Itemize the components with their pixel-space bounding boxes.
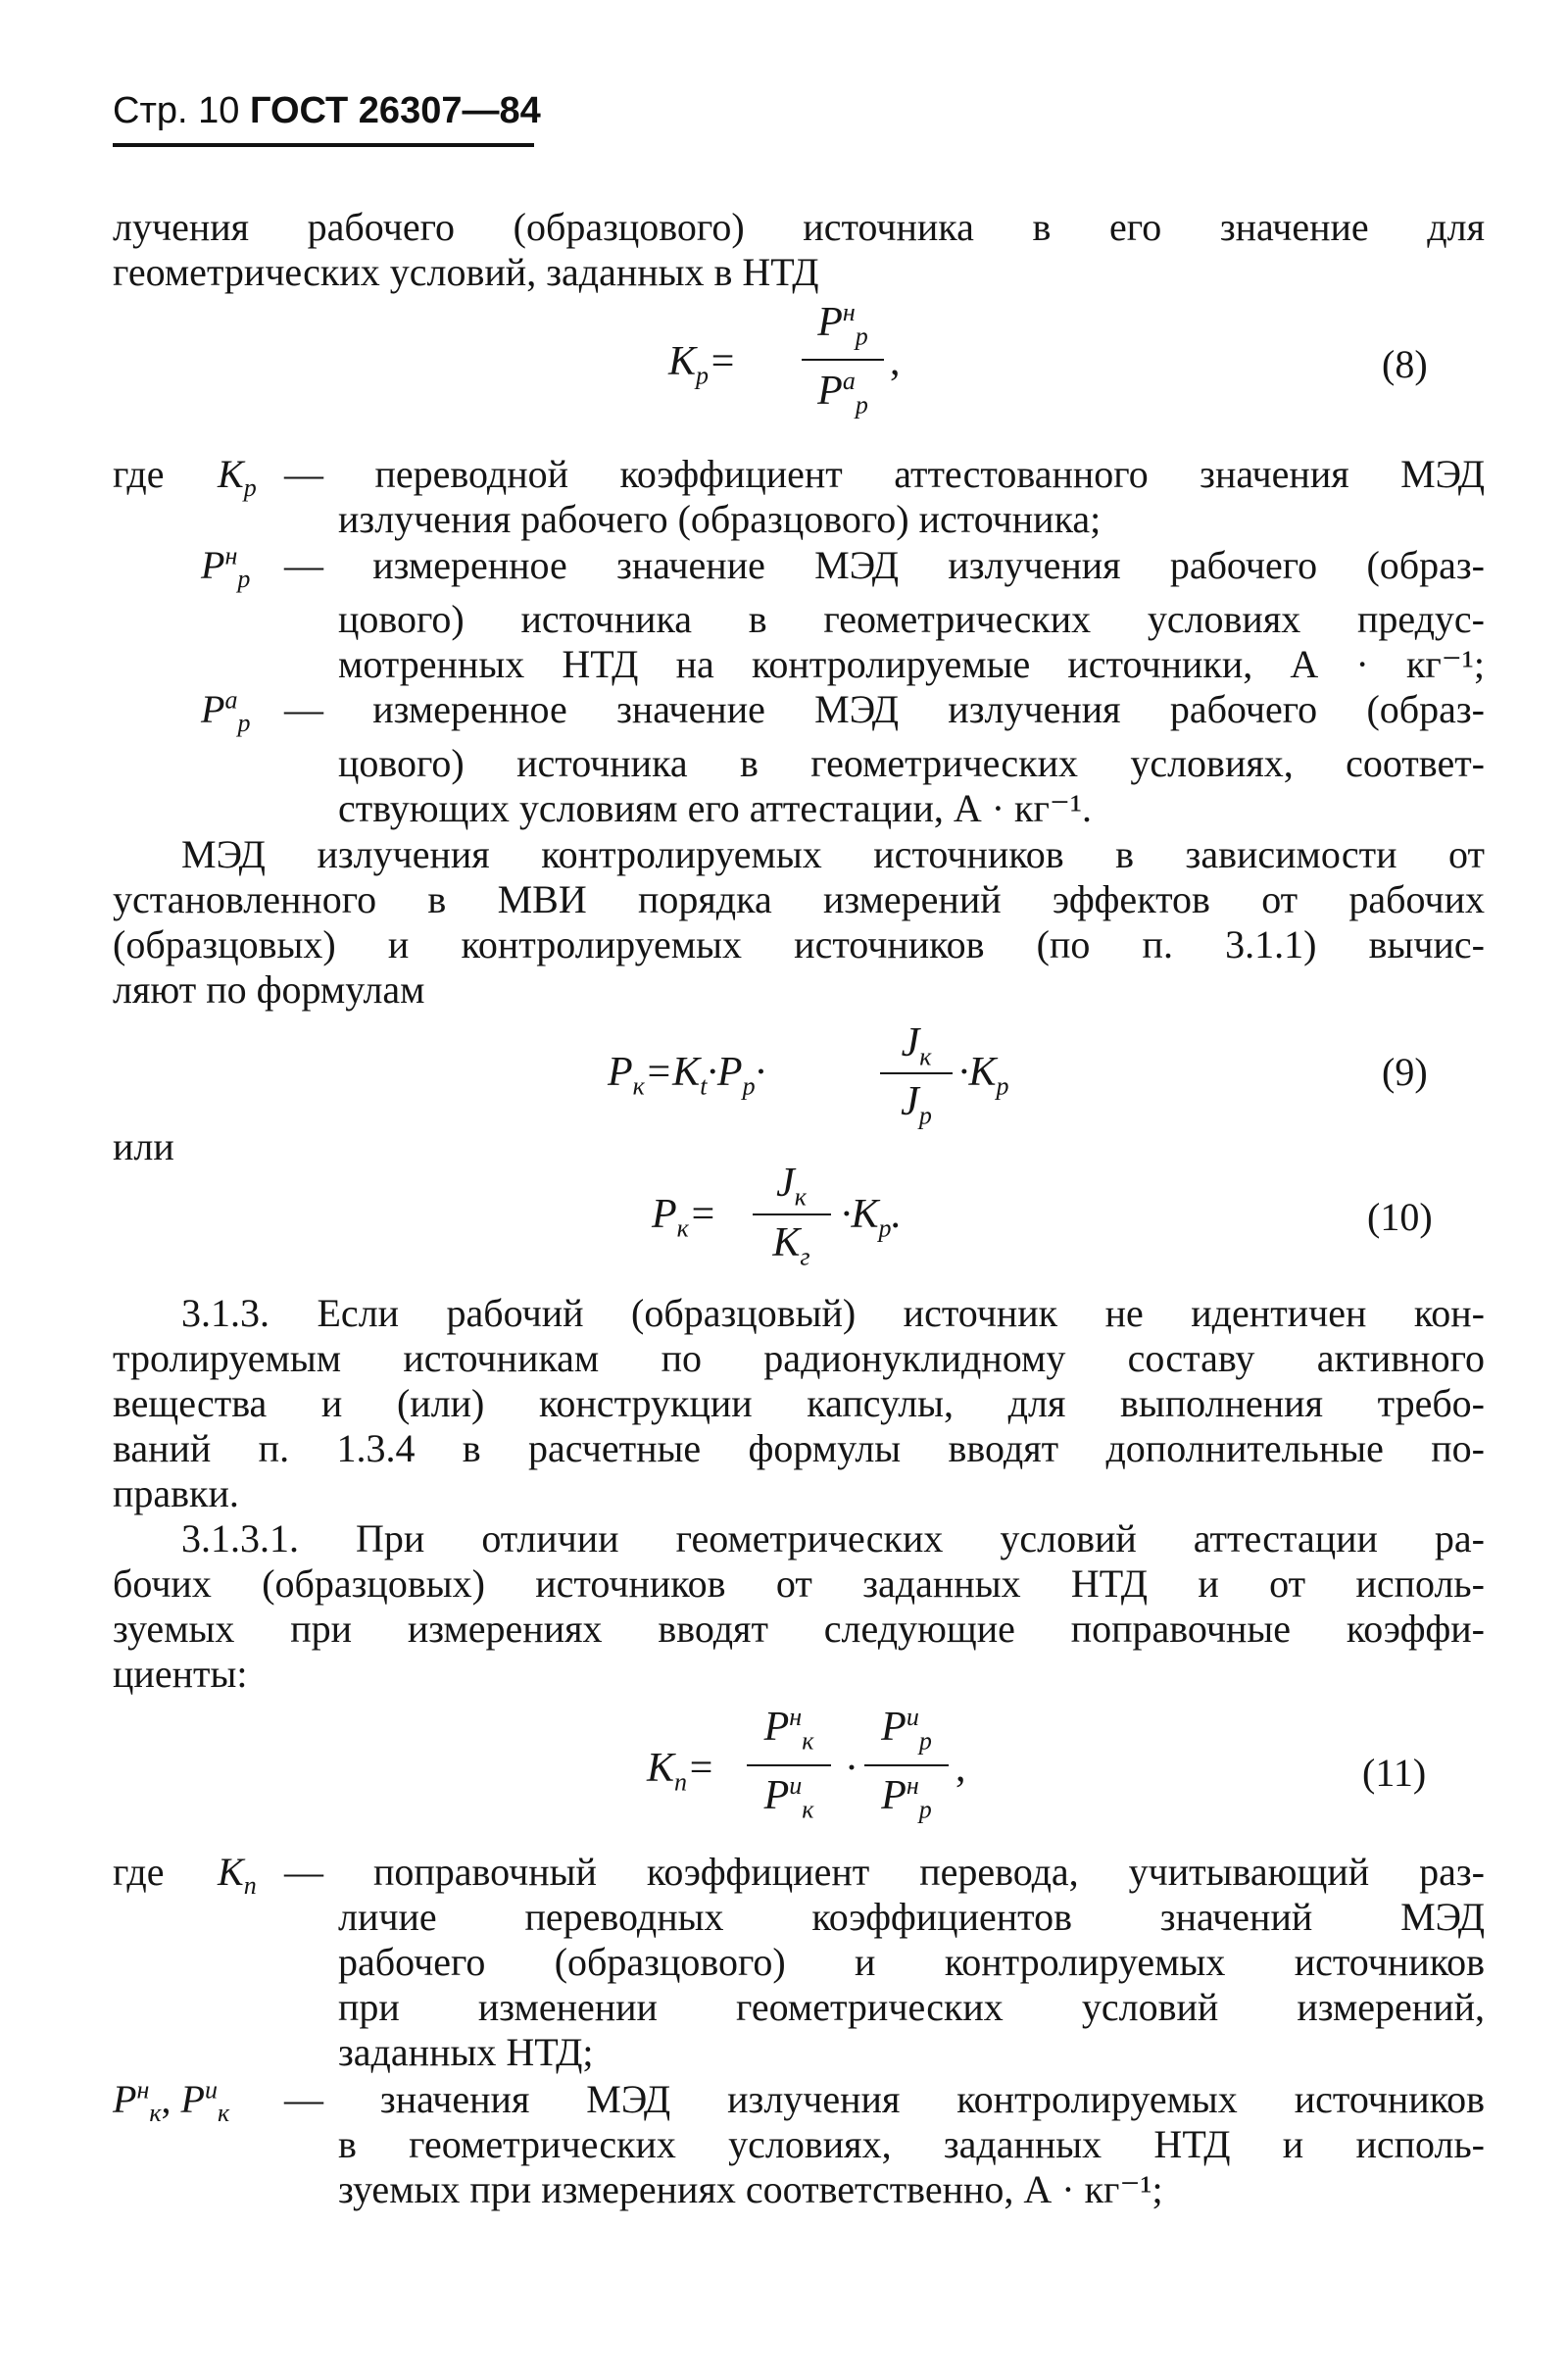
- para3-line2: тролируемым источникам по радионуклидному составу активного: [113, 1336, 1485, 1380]
- eq9-fraction-bar: [880, 1072, 953, 1074]
- para3-line5: правки.: [113, 1471, 239, 1515]
- eq11-dot: ·: [845, 1746, 858, 1791]
- or-word: или: [113, 1124, 174, 1168]
- eq11-fraction-bar-1: [747, 1764, 831, 1766]
- defs1-d2-line2: цового) источника в геометрических условиях предус-: [338, 597, 1485, 641]
- eq10-numerator: $J_к$: [776, 1161, 807, 1212]
- para4-line3: зуемых при измерениях вводят следующие поправочные коэффи-: [113, 1607, 1485, 1651]
- eq10-number: (10): [1367, 1195, 1433, 1239]
- defs2-sym-kp: $K_п$: [218, 1850, 257, 1900]
- para3-line1: 3.1.3. Если рабочий (образцовый) источник не идентичен кон-: [181, 1291, 1485, 1335]
- defs2-where: где: [113, 1850, 165, 1894]
- para4-line4: циенты:: [113, 1652, 248, 1696]
- eq11-denominator-1: $P^и_к$: [763, 1771, 814, 1824]
- eq11-denominator-2: $P^н_р$: [881, 1771, 932, 1824]
- eq8-number: (8): [1382, 342, 1428, 386]
- defs1-where: где: [113, 452, 165, 496]
- eq9-number: (9): [1382, 1050, 1428, 1094]
- eq8-denominator: $P^а_р$: [817, 367, 868, 420]
- header-rule: [113, 143, 534, 147]
- para3-line4: ваний п. 1.3.4 в расчетные формулы вводят дополнительные по-: [113, 1426, 1485, 1470]
- defs1-d2-line3: мотренных НТД на контролируемые источники, А · кг⁻¹;: [338, 642, 1485, 686]
- eq11-comma: ,: [956, 1746, 966, 1791]
- eq10-lhs: $P_к=$: [652, 1192, 717, 1243]
- para4-line1: 3.1.3.1. При отличии геометрических условий аттестации ра-: [181, 1516, 1485, 1560]
- para4-line2: бочих (образцовых) источников от заданных НТД и от исполь-: [113, 1561, 1485, 1606]
- eq8-fraction-bar: [802, 359, 884, 361]
- defs1-d3-line2: цового) источника в геометрических условиях, соответ-: [338, 741, 1485, 785]
- eq9-left: $P_к=K_t\cdot P_р\cdot$: [608, 1050, 766, 1101]
- defs2-d2-line1: — значения МЭД излучения контролируемых источников: [284, 2077, 1485, 2121]
- para1-line2: геометрических условий, заданных в НТД: [113, 250, 819, 294]
- defs2-d2-line3: зуемых при измерениях соответственно, А · кг⁻¹;: [338, 2167, 1163, 2211]
- defs2-d1-line5: заданных НТД;: [338, 2030, 594, 2074]
- defs2-sym-p-pair: $P^н_к$, $P^и_к$: [113, 2075, 230, 2127]
- defs1-sym-kp: $K_р$: [218, 452, 257, 502]
- defs2-d1-line1: — поправочный коэффициент перевода, учитывающий раз-: [284, 1850, 1485, 1894]
- eq10-tail: $\cdot K_р$.: [841, 1192, 903, 1243]
- eq9-tail: $\cdot K_р$: [958, 1050, 1009, 1101]
- para2-line1: МЭД излучения контролируемых источников в зависимости от: [181, 832, 1485, 876]
- eq9-numerator: $J_к$: [901, 1020, 932, 1071]
- defs1-sym-p-a: $P^а_р$: [201, 685, 251, 737]
- para3-line3: вещества и (или) конструкции капсулы, для выполнения требо-: [113, 1381, 1485, 1425]
- eq11-fraction-bar-2: [864, 1764, 949, 1766]
- defs1-d2-line1: — измеренное значение МЭД излучения рабочего (образ-: [284, 543, 1485, 587]
- para2-line2: установленного в МВИ порядка измерений эффектов от рабочих: [113, 877, 1485, 921]
- para2-line3: (образцовых) и контролируемых источников (по п. 3.1.1) вычис-: [113, 922, 1485, 966]
- defs1-d3-line3: ствующих условиям его аттестации, А · кг⁻¹.: [338, 786, 1093, 830]
- defs1-d1-line2: излучения рабочего (образцового) источника;: [338, 497, 1102, 541]
- eq11-lhs: $K_п=$: [647, 1746, 715, 1797]
- defs1-d3-line1: — измеренное значение МЭД излучения рабочего (образ-: [284, 687, 1485, 731]
- eq9-denominator: $J_р$: [901, 1079, 932, 1130]
- eq11-numerator-2: $P^и_р$: [881, 1703, 932, 1756]
- defs2-d2-line2: в геометрических условиях, заданных НТД и исполь-: [338, 2122, 1485, 2166]
- standard-id: ГОСТ 26307—84: [249, 90, 541, 131]
- defs2-d1-line4: при изменении геометрических условий измерений,: [338, 1985, 1485, 2029]
- defs2-d1-line3: рабочего (образцового) и контролируемых источников: [338, 1940, 1485, 1984]
- eq10-fraction-bar: [753, 1213, 831, 1215]
- eq8-comma: ,: [890, 339, 901, 384]
- defs1-d1-line1: — переводной коэффициент аттестованного значения МЭД: [284, 452, 1485, 496]
- defs2-d1-line2: личие переводных коэффициентов значений МЭД: [338, 1895, 1485, 1939]
- para1-line1: лучения рабочего (образцового) источника в его значение для: [113, 205, 1485, 249]
- page-number: Стр. 10: [113, 90, 240, 131]
- page-header: [113, 90, 541, 132]
- defs1-sym-p-n: $P^н_р$: [201, 541, 251, 593]
- eq10-denominator: $K_г$: [772, 1220, 810, 1271]
- para2-line4: ляют по формулам: [113, 967, 425, 1012]
- eq11-numerator-1: $P^н_к$: [763, 1703, 814, 1756]
- eq11-number: (11): [1362, 1751, 1427, 1795]
- eq8-numerator: $P^н_р$: [817, 298, 868, 351]
- eq8-lhs: $K_р=$: [668, 339, 737, 390]
